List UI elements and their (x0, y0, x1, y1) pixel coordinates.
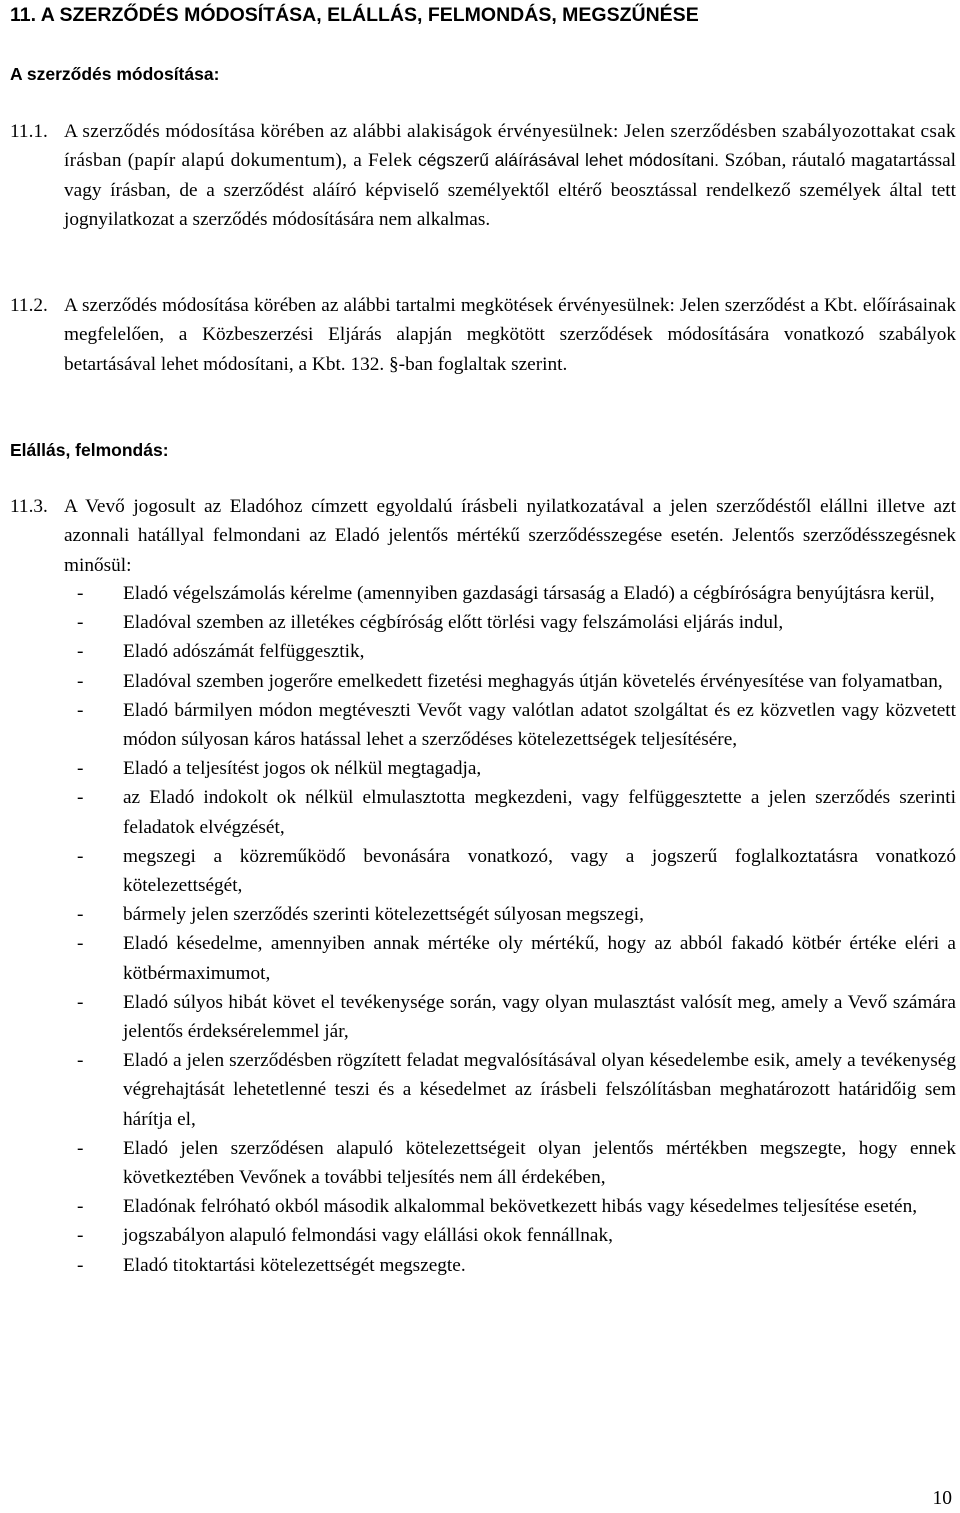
list-item (10, 637, 956, 666)
list-item (10, 900, 956, 929)
paragraph-11-3 (10, 492, 956, 580)
list-item-text: Eladó adószámát felfüggesztik, (123, 641, 365, 663)
subheading-withdrawal: Elállás, felmondás: (10, 440, 169, 460)
list-item (10, 1221, 956, 1250)
list-item-text: Eladó a jelen szerződésben rögzített feladat megvalósításával olyan késedelembe esik, amely a tevékenység végrehajtását lehetetlenné teszi és a késedelmet az írásbeli felszólításban meghatározott határidőig sem hárítja el, (123, 1050, 956, 1130)
list-item (10, 929, 956, 987)
list-dash: - (77, 1196, 84, 1218)
list-item-text: jogszabályon alapuló felmondási vagy elállási okok fennállnak, (123, 1225, 613, 1247)
list-item-text: Eladó késedelme, amennyiben annak mértéke oly mértékű, hogy az abból fakadó kötbér értéke eléri a kötbérmaximumot, (123, 933, 956, 984)
list-dash: - (77, 845, 84, 867)
list-item-text: az Eladó indokolt ok nélkül elmulasztotta megkezdeni, vagy felfüggesztette a jelen szerződés szerinti feladatok elvégzését, (123, 787, 956, 838)
list-item-text: Eladó végelszámolás kérelme (amennyiben gazdasági társaság a Eladó) a cégbíróságra benyújtásra kerül, (123, 583, 935, 604)
list-dash: - (77, 612, 84, 634)
paragraph-text: A Vevő jogosult az Eladóhoz címzett egyoldalú írásbeli nyilatkozatával a jelen szerződéstől elállni illetve azt azonnali hatállyal felmondani az Eladó jelentős mértékű szerződésszegése esetén. Jelentős szerződésszegésnek minősül: (64, 496, 956, 576)
list-item (10, 988, 956, 1046)
paragraph-number: 11.2. (10, 295, 48, 316)
list-item (10, 1046, 956, 1134)
list-dash: - (77, 758, 84, 780)
page-number: 10 (932, 1488, 952, 1509)
paragraph-11-1 (10, 117, 956, 234)
list-item (10, 783, 956, 841)
list-dash: - (77, 904, 84, 926)
list-item-text: Eladó bármilyen módon megtéveszti Vevőt vagy valótlan adatot szolgáltat és ez közvetlen vagy közvetett módon súlyosan káros hatással lehet a szerződéses kötelezettségek teljesítésére, (123, 699, 956, 751)
paragraph-text-rest: Szóban, ráutaló magatartással vagy írásban, de a szerződést aláíró képviselő személyektől eltérő beosztással rendelkező személyek által tett jognyilatkozat a szerződés módosítására nem alkalmas. (64, 150, 956, 230)
list-dash: - (77, 1137, 84, 1159)
section-title: 11. A SZERZŐDÉS MÓDOSÍTÁSA, ELÁLLÁS, FELMONDÁS, MEGSZŰNÉSE (10, 4, 699, 26)
list-item-text: Eladóval szemben az illetékes cégbíróság előtt törlési vagy felszámolási eljárás indul, (123, 612, 784, 634)
breach-list (10, 579, 956, 1280)
list-item (10, 1134, 956, 1192)
paragraph-11-2 (10, 291, 956, 379)
list-item (10, 842, 956, 900)
list-item-text: Eladó a teljesítést jogos ok nélkül megtagadja, (123, 758, 482, 780)
list-dash: - (77, 583, 84, 604)
list-item (10, 754, 956, 783)
list-dash: - (77, 991, 84, 1013)
list-item-text: Eladó titoktartási kötelezettségét megszegte. (123, 1254, 466, 1276)
list-item-text: Eladóval szemben jogerőre emelkedett fizetési meghagyás útján követelés érvényesítése van folyamatban, (123, 670, 943, 692)
list-dash: - (77, 787, 84, 809)
paragraph-number: 11.3. (10, 496, 48, 517)
paragraph-text-sans: cégszerű aláírásával lehet módosítani. (417, 150, 720, 171)
list-dash: - (77, 670, 84, 692)
subheading-modification: A szerződés módosítása: (10, 64, 220, 84)
list-item-text: Eladónak felróható okból második alkalommal bekövetkezett hibás vagy késedelmes teljesítése esetén, (123, 1196, 918, 1218)
list-item-text: Eladó jelen szerződésen alapuló kötelezettségeit olyan jelentős mértékben megszegte, hogy ennek következtében Vevőnek a további teljesítés nem áll érdekében, (123, 1137, 956, 1189)
paragraph-number: 11.1. (10, 121, 48, 142)
list-dash: - (77, 1254, 84, 1276)
list-item (10, 1251, 956, 1280)
list-item (10, 696, 956, 754)
paragraph-text: A szerződés módosítása körében az alábbi tartalmi megkötések érvényesülnek: Jelen szerződést a Kbt. előírásainak megfelelően, a Közbeszerzési Eljárás alapján megkötött szerződések módosítására vonatkozó szabályok betartásával lehet módosítani, a Kbt. 132. §-ban foglaltak szerint. (64, 295, 956, 375)
list-item-text: bármely jelen szerződés szerinti kötelezettségét súlyosan megszegi, (123, 904, 644, 926)
list-dash: - (77, 699, 84, 721)
list-item (10, 667, 956, 696)
list-dash: - (77, 933, 84, 955)
list-item-text: megszegi a közreműködő bevonására vonatkozó, vagy a jogszerű foglalkoztatásra vonatkozó kötelezettségét, (123, 845, 956, 897)
paragraph-text: A szerződés módosítása körében az alábbi alakiságok érvényesülnek: Jelen szerződésben szabályozottakat csak írásban (papír alapú dokumentum), a Felek (64, 121, 956, 172)
list-dash: - (77, 1050, 84, 1072)
list-dash: - (77, 641, 84, 663)
list-item (10, 1192, 956, 1221)
list-item (10, 579, 956, 608)
list-dash: - (77, 1225, 84, 1247)
list-item-text: Eladó súlyos hibát követ el tevékenysége során, vagy olyan mulasztást valósít meg, amely a Vevő számára jelentős érdeksérelemmel jár, (123, 991, 956, 1043)
list-item (10, 608, 956, 637)
